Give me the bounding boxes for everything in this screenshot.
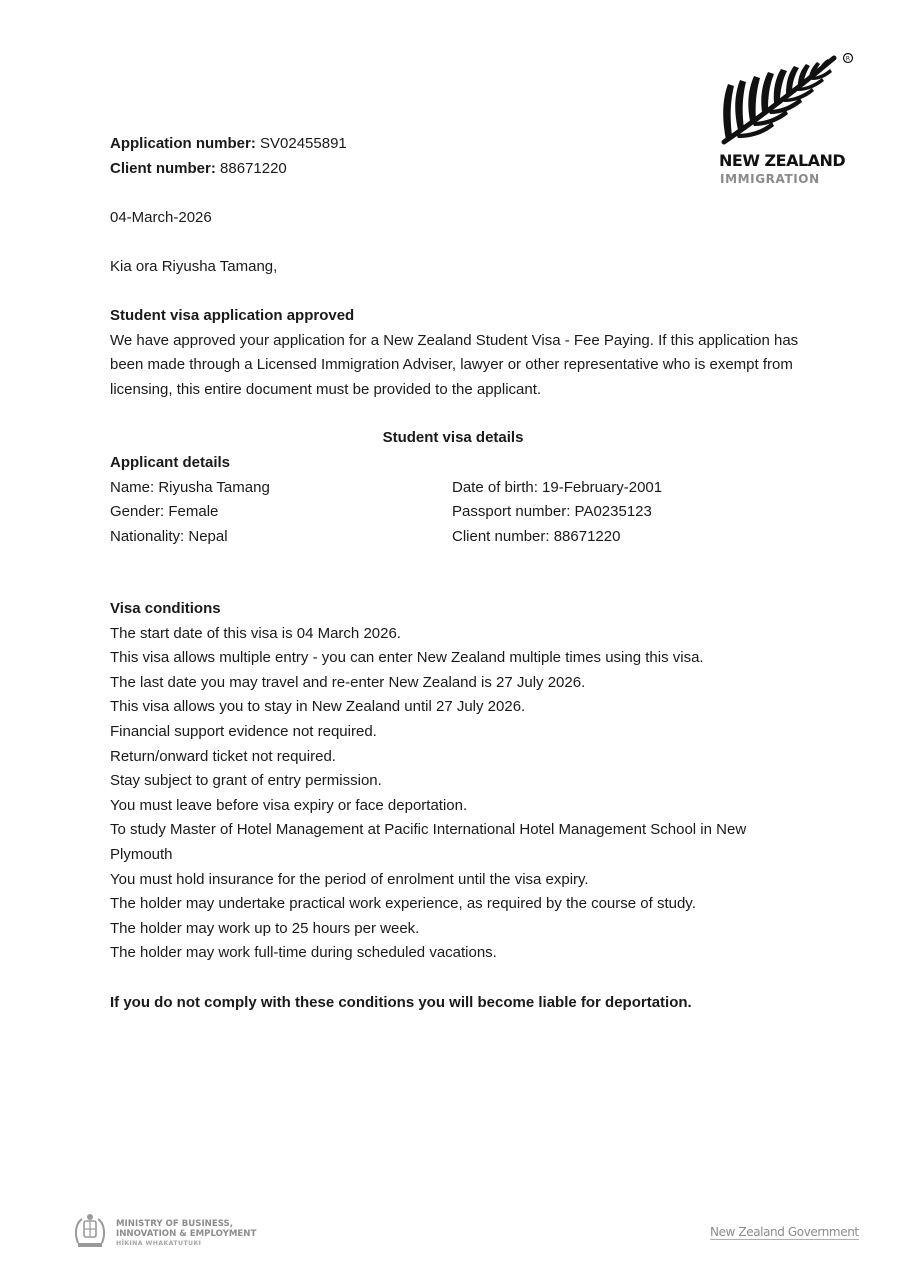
applicant-passport: Passport number: PA0235123 (452, 503, 652, 521)
coat-of-arms-icon (70, 1213, 110, 1251)
applicant-dob: Date of birth: 19-February-2001 (452, 478, 663, 496)
applicant-client-number: Client number: 88671220 (452, 527, 621, 545)
condition-item: This visa allows you to stay in New Zealand until 27 July 2026. (110, 698, 526, 716)
mbie-line-1: MINISTRY OF BUSINESS, (116, 1219, 233, 1229)
approval-body: We have approved your application for a New Zealand Student Visa - Fee Paying. If this application has been made through a Licensed Immigration Adviser, lawyer or other representative who is exempt from licensing, this entire document must be provided to the applicant. (110, 331, 799, 398)
condition-item: You must hold insurance for the period of enrolment until the visa expiry. (110, 870, 589, 888)
letter-date: 04-March-2026 (110, 209, 212, 226)
condition-item: The last date you may travel and re-enter New Zealand is 27 July 2026. (110, 673, 586, 691)
application-number-value: SV02455891 (260, 135, 347, 152)
mbie-line-3: HĪKINA WHAKATUTUKI (116, 1240, 202, 1247)
condition-item: Return/onward ticket not required. (110, 747, 336, 765)
logo-subtitle: IMMIGRATION (720, 172, 820, 186)
visa-conditions-heading: Visa conditions (110, 600, 221, 617)
approval-heading: Student visa application approved (110, 307, 355, 324)
deportation-warning: If you do not comply with these conditions you will become liable for deportation. (110, 993, 692, 1011)
applicant-details (110, 451, 800, 549)
condition-item: The start date of this visa is 04 March 2026. (110, 624, 401, 642)
applicant-details-heading: Applicant details (110, 454, 231, 471)
visa-conditions (110, 597, 800, 1015)
condition-item: The holder may work up to 25 hours per week. (110, 919, 420, 937)
mbie-line-2: INNOVATION & EMPLOYMENT (116, 1229, 257, 1239)
applicant-gender: Gender: Female (110, 503, 219, 521)
logo-wordmark: NEW ZEALAND (719, 151, 846, 170)
applicant-right-column (452, 476, 662, 550)
mbie-text (116, 1219, 256, 1249)
applicant-name: Name: Riyusha Tamang (110, 478, 270, 496)
applicant-nationality: Nationality: Nepal (110, 527, 228, 545)
application-number-label: Application number: (110, 135, 256, 152)
condition-item: The holder may undertake practical work experience, as required by the course of study. (110, 895, 696, 913)
client-number-row (110, 157, 800, 182)
client-number-value: 88671220 (220, 159, 287, 177)
letter-header (110, 132, 800, 181)
condition-item: Stay subject to grant of entry permission. (110, 772, 382, 790)
client-number-label: Client number: (110, 159, 216, 177)
application-number-row (110, 132, 800, 157)
mbie-logo (70, 1213, 290, 1253)
svg-text:R: R (845, 55, 851, 63)
condition-item: To study Master of Hotel Management at Pacific International Hotel Management School in New Plymouth (110, 821, 747, 863)
nz-government-logo: New Zealand Government (710, 1225, 859, 1239)
applicant-details-columns (110, 476, 800, 550)
details-title: Student visa details (382, 429, 524, 446)
condition-item: This visa allows multiple entry - you can enter New Zealand multiple times using this visa. (110, 649, 704, 667)
condition-item: The holder may work full-time during scheduled vacations. (110, 944, 497, 962)
approval-section (110, 304, 800, 402)
condition-item: Financial support evidence not required. (110, 722, 377, 740)
condition-item: You must leave before visa expiry or face deportation. (110, 796, 468, 814)
greeting: Kia ora Riyusha Tamang, (110, 258, 278, 275)
